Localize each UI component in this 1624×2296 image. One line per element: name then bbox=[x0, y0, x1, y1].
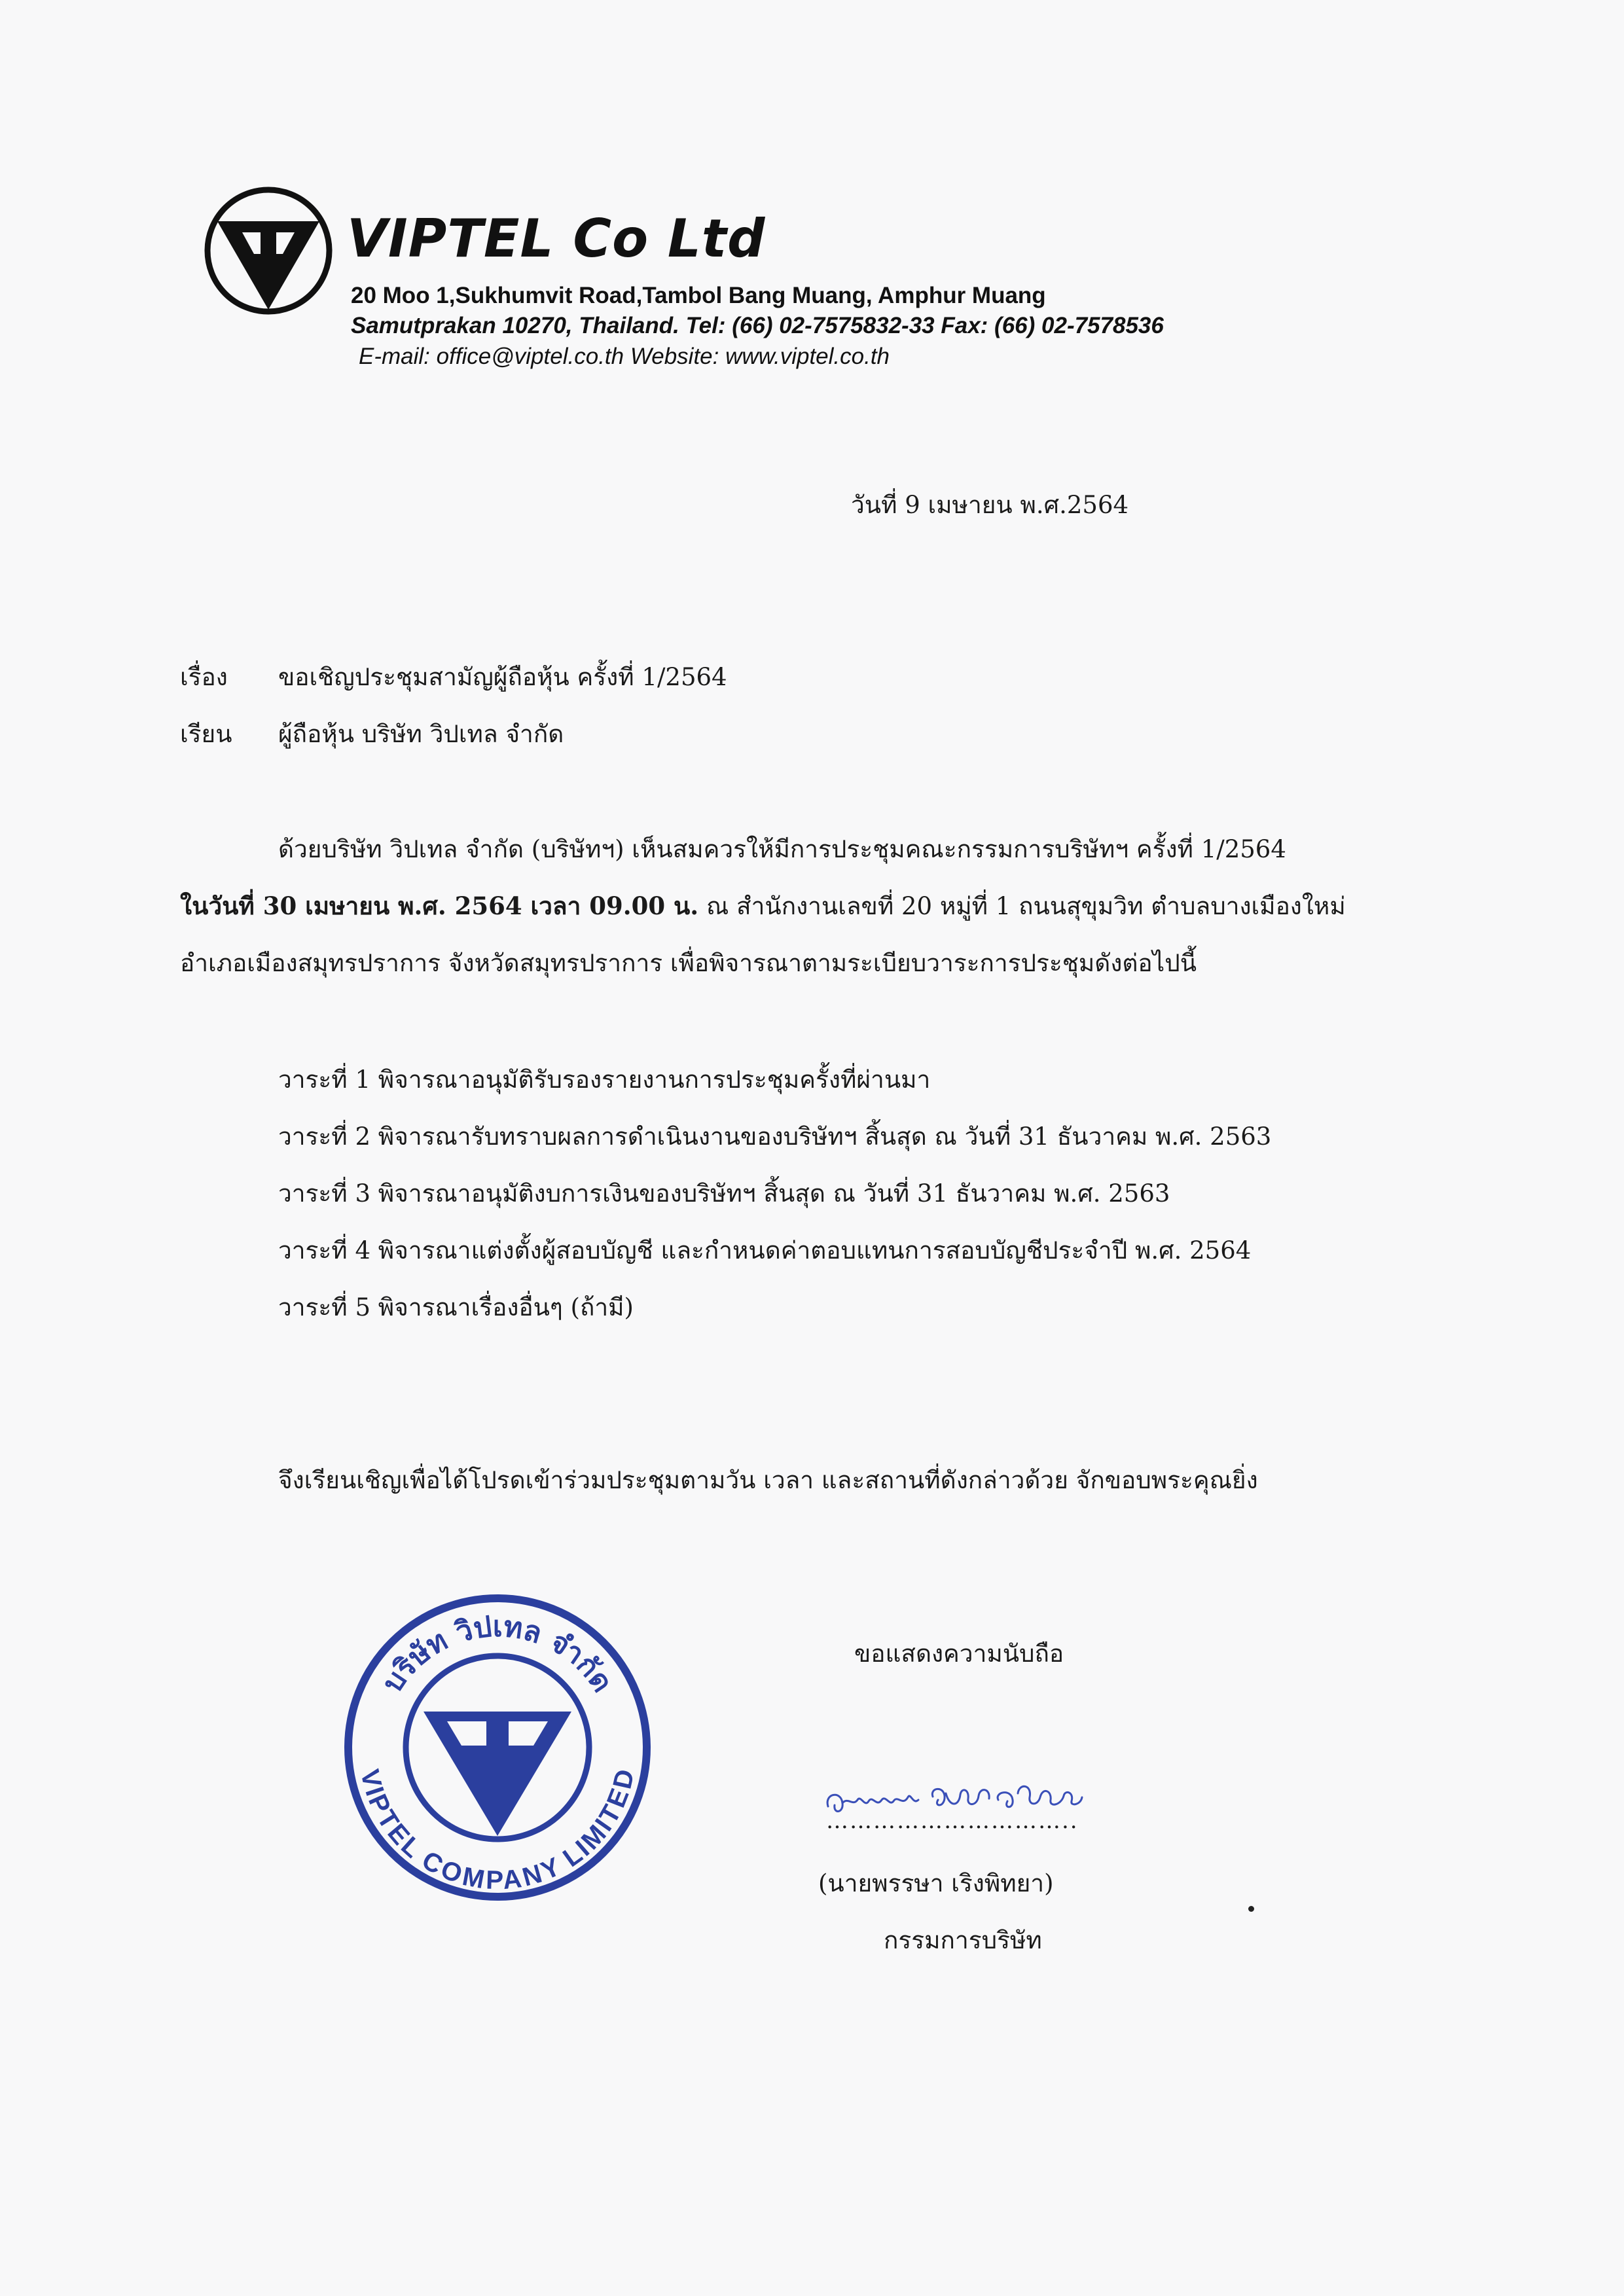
ink-speck bbox=[1248, 1906, 1254, 1912]
company-email-website: E-mail: office@viptel.co.th Website: www.viptel.co.th bbox=[359, 344, 890, 369]
meeting-datetime: ในวันที่ 30 เมษายน พ.ศ. 2564 เวลา 09.00 น. bbox=[180, 891, 699, 920]
stamp-bottom-text: VIPTEL COMPANY LIMITED bbox=[355, 1767, 640, 1895]
agenda-item: วาระที่ 3 พิจารณาอนุมัติงบการเงินของบริษัทฯ สิ้นสุด ณ วันที่ 31 ธันวาคม พ.ศ. 2563 bbox=[278, 1179, 1170, 1208]
agenda-item: วาระที่ 2 พิจารณารับทราบผลการดำเนินงานของบริษัทฯ สิ้นสุด ณ วันที่ 31 ธันวาคม พ.ศ. 2563 bbox=[278, 1122, 1272, 1151]
company-logo-icon bbox=[203, 185, 334, 316]
meeting-location: ณ สำนักงานเลขที่ 20 หมู่ที่ 1 ถนนสุขุมวิท ตำบลบางเมืองใหม่ bbox=[698, 892, 1346, 920]
signature-line: ………………………….. bbox=[826, 1808, 1079, 1834]
body-line-1: ด้วยบริษัท วิปเทล จำกัด (บริษัทฯ) เห็นสมควรให้มีการประชุมคณะกรรมการบริษัทฯ ครั้งที่ 1/2564 bbox=[278, 835, 1286, 863]
company-name: VIPTEL Co Ltd bbox=[347, 208, 766, 269]
company-stamp-icon bbox=[337, 1587, 658, 1908]
closing-text: จึงเรียนเชิญเพื่อได้โปรดเข้าร่วมประชุมตามวัน เวลา และสถานที่ดังกล่าวด้วย จักขอบพระคุณยิ่ง bbox=[278, 1466, 1258, 1494]
recipient-text: ผู้ถือหุ้น บริษัท วิปเทล จำกัด bbox=[278, 720, 564, 748]
company-contact: Samutprakan 10270, Thailand. Tel: (66) 02-7575832-33 Fax: (66) 02-7578536 bbox=[351, 313, 1164, 338]
company-address: 20 Moo 1,Sukhumvit Road,Tambol Bang Muang, Amphur Muang bbox=[351, 283, 1046, 308]
subject-text: ขอเชิญประชุมสามัญผู้ถือหุ้น ครั้งที่ 1/2564 bbox=[278, 663, 727, 691]
stamp-top-text: บริษัท วิปเทล จำกัด bbox=[376, 1609, 619, 1698]
recipient-label: เรียน bbox=[180, 720, 232, 748]
letter-date: วันที่ 9 เมษายน พ.ศ.2564 bbox=[851, 491, 1129, 519]
regards-text: ขอแสดงความนับถือ bbox=[854, 1640, 1064, 1668]
body-line-3: อำเภอเมืองสมุทรปราการ จังหวัดสมุทรปราการ เพื่อพิจารณาตามระเบียบวาระการประชุมดังต่อไปนี้ bbox=[180, 949, 1197, 977]
signer-title: กรรมการบริษัท bbox=[884, 1926, 1042, 1954]
agenda-item: วาระที่ 5 พิจารณาเรื่องอื่นๆ (ถ้ามี) bbox=[278, 1293, 634, 1321]
signer-name: (นายพรรษา เริงพิทยา) bbox=[818, 1869, 1054, 1897]
agenda-item: วาระที่ 4 พิจารณาแต่งตั้งผู้สอบบัญชี และกำหนดค่าตอบแทนการสอบบัญชีประจำปี พ.ศ. 2564 bbox=[278, 1236, 1252, 1265]
subject-label: เรื่อง bbox=[180, 663, 228, 691]
agenda-item: วาระที่ 1 พิจารณาอนุมัติรับรองรายงานการประชุมครั้งที่ผ่านมา bbox=[278, 1066, 931, 1094]
body-line-2 bbox=[180, 887, 1346, 925]
